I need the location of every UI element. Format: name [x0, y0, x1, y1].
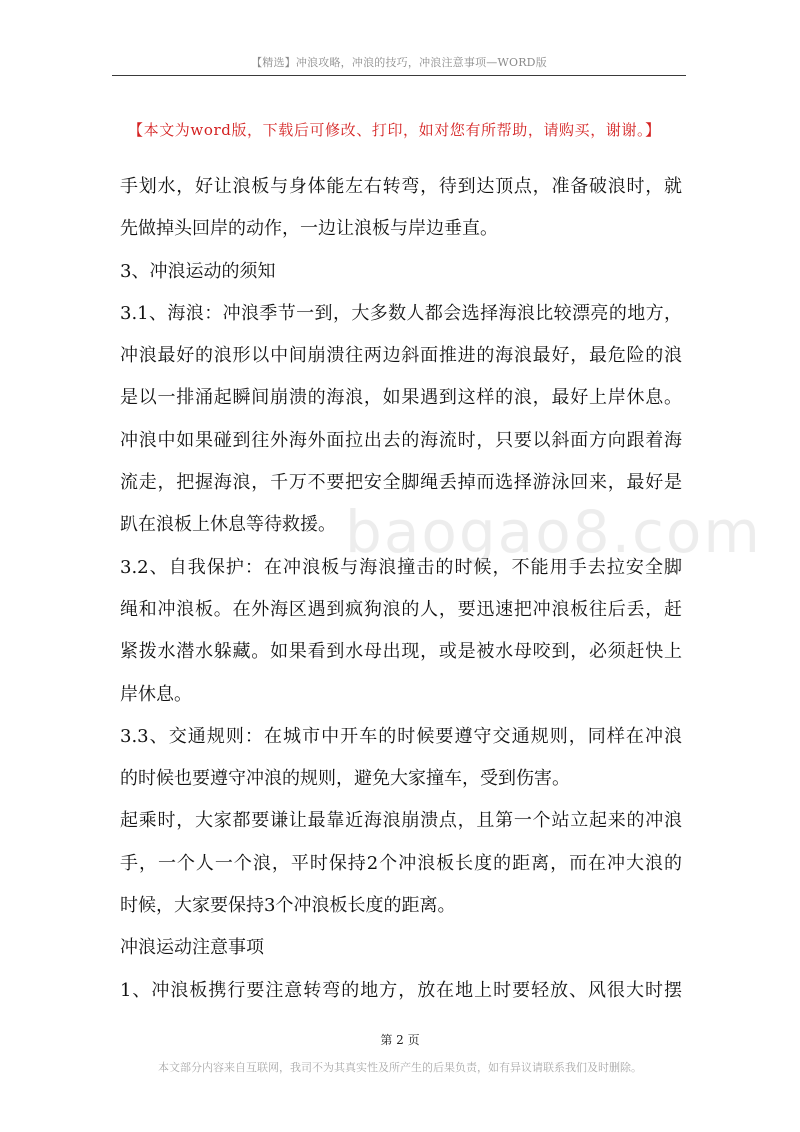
body-line: 的时候也要遵守冲浪的规则，避免大家撞车，受到伤害。 — [120, 768, 570, 790]
body-line: 岸休息。 — [120, 683, 192, 705]
body-line: 冲浪中如果碰到往外海外面拉出去的海流时，只要以斜面方向跟着海 — [120, 429, 682, 451]
body-line: 冲浪最好的浪形以中间崩溃往两边斜面推进的海浪最好，最危险的浪 — [120, 345, 682, 367]
watermark-logo: baogao8.com — [345, 498, 762, 566]
header-divider — [112, 75, 686, 76]
body-line: 3.1、海浪：冲浪季节一到，大多数人都会选择海浪比较漂亮的地方， — [120, 302, 682, 324]
body-line: 是以一排涌起瞬间崩溃的海浪，如果遇到这样的浪，最好上岸休息。 — [120, 387, 682, 409]
document-body — [120, 166, 682, 1012]
section-heading: 3、冲浪运动的须知 — [120, 260, 276, 282]
body-line: 起乘时，大家都要谦让最靠近海浪崩溃点，且第一个站立起来的冲浪 — [120, 810, 682, 832]
body-line: 紧拨水潜水躲藏。如果看到水母出现，或是被水母咬到，必须赶快上 — [120, 641, 682, 663]
body-line: 手划水，好让浪板与身体能左右转弯，待到达顶点，准备破浪时，就 — [120, 176, 682, 197]
footer-disclaimer: 本文部分内容来自互联网，我司不为其真实性及所产生的后果负责，如有异议请联系我们及时删除。 — [158, 1061, 642, 1074]
purchase-notice: 【本文为word版，下载后可修改、打印，如对您有所帮助，请购买，谢谢。】 — [128, 121, 661, 139]
body-line: 先做掉头回岸的动作，一边让浪板与岸边垂直。 — [120, 218, 498, 240]
body-line: 绳和冲浪板。在外海区遇到疯狗浪的人，要迅速把冲浪板往后丢，赶 — [120, 598, 682, 620]
page-number: 第 2 页 — [380, 1033, 420, 1047]
section-heading: 冲浪运动注意事项 — [120, 937, 264, 959]
body-line: 3.3、交通规则：在城市中开车的时候要遵守交通规则，同样在冲浪 — [120, 725, 682, 747]
body-line: 趴在浪板上休息等待救援。 — [120, 514, 336, 536]
body-line: 1、冲浪板携行要注意转弯的地方，放在地上时要轻放、风很大时摆 — [120, 979, 682, 1001]
body-line: 时候，大家要保持3个冲浪板长度的距离。 — [120, 895, 456, 917]
body-line: 3.2、自我保护：在冲浪板与海浪撞击的时候，不能用手去拉安全脚 — [120, 556, 682, 578]
body-line: 手，一个人一个浪，平时保持2个冲浪板长度的距离，而在冲大浪的 — [120, 852, 682, 874]
body-line: 流走，把握海浪，千万不要把安全脚绳丢掉而选择游泳回来，最好是 — [120, 472, 682, 494]
page-header-title: 【精选】冲浪攻略，冲浪的技巧，冲浪注意事项—WORD版 — [251, 56, 547, 69]
